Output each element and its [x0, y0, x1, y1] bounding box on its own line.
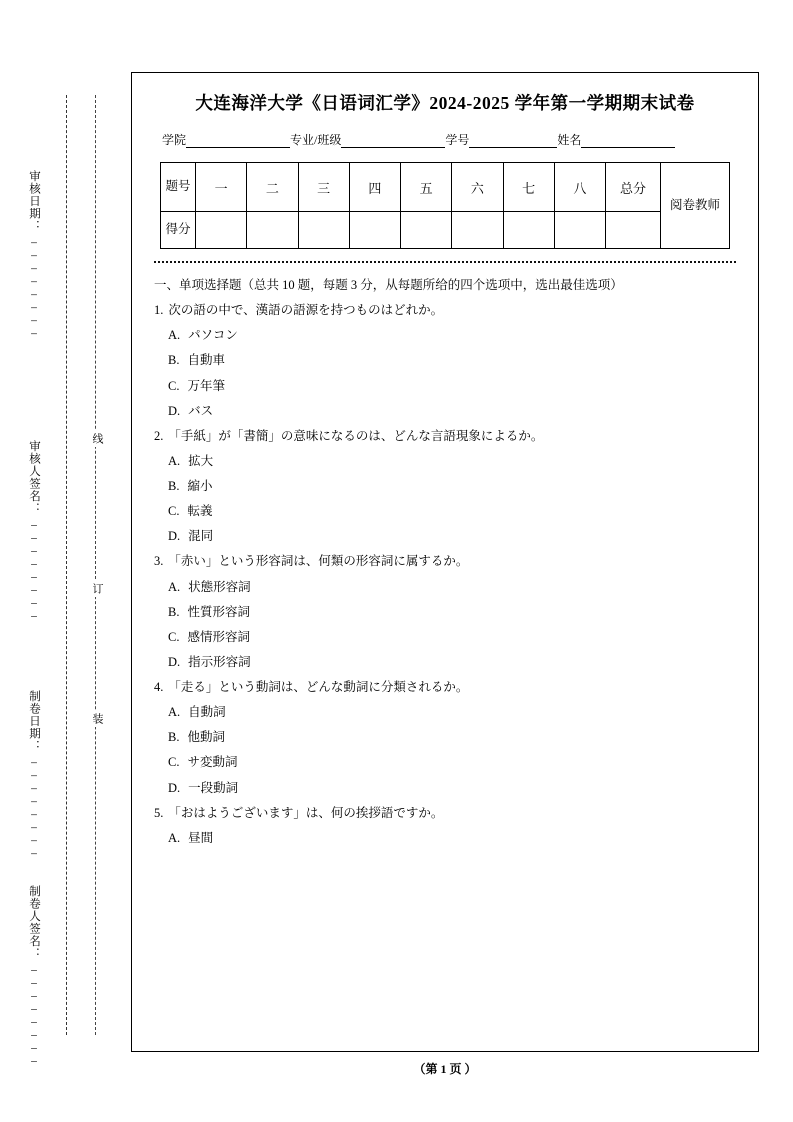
option-text: パソコン [188, 328, 238, 343]
question-stem [154, 430, 734, 443]
question-text: 「おはようございます」は、何の挨拶語ですか。 [168, 805, 444, 820]
seam-dashed-line [95, 95, 110, 1035]
row-header-text: 题号 [165, 179, 191, 194]
question-number: 5. [154, 805, 164, 820]
option-letter: B. [168, 604, 180, 619]
option-item[interactable] [168, 706, 734, 719]
score-cell-6[interactable] [503, 212, 554, 249]
option-text: 万年筆 [187, 378, 225, 393]
score-table-col-4: 五 [401, 163, 452, 212]
option-letter: B. [168, 479, 180, 493]
question-body [132, 263, 758, 845]
score-table-total-label: 总分 [606, 163, 661, 212]
question-stem [154, 555, 734, 568]
option-item[interactable] [168, 782, 734, 795]
score-table-col-3: 四 [349, 163, 400, 212]
option-item[interactable] [168, 581, 734, 594]
option-text: 縮小 [187, 479, 213, 493]
row-header-text: 得分 [165, 222, 191, 237]
question-stem [154, 304, 734, 317]
margin-label-0: 审核日期：________ [28, 170, 40, 337]
field-student-id-label: 学号 [445, 133, 470, 147]
option-item[interactable] [168, 480, 734, 493]
option-text: 他動詞 [187, 730, 225, 745]
score-table-col-1: 二 [247, 163, 298, 212]
option-item[interactable] [168, 505, 734, 518]
option-item[interactable] [168, 731, 734, 744]
score-table-col-2: 三 [298, 163, 349, 212]
field-major-class [290, 131, 445, 148]
score-table-teacher-label: 阅卷教师 [661, 163, 730, 249]
field-college-label: 学院 [162, 133, 187, 147]
option-item[interactable] [168, 329, 734, 342]
field-student-id [445, 131, 557, 148]
option-letter: B. [168, 730, 180, 745]
score-cell-0[interactable] [196, 212, 247, 249]
score-table-row-header-0 [161, 163, 196, 212]
option-item[interactable] [168, 530, 734, 543]
question-stem [154, 807, 734, 820]
option-letter: A. [168, 830, 181, 845]
score-cell-3[interactable] [349, 212, 400, 249]
table-row [161, 212, 730, 249]
option-text: 自動車 [187, 353, 225, 368]
score-table-col-5: 六 [452, 163, 503, 212]
option-text: 感情形容詞 [187, 629, 250, 644]
option-text: 拡大 [188, 453, 214, 468]
field-college-blank[interactable] [186, 135, 290, 148]
option-text: 転義 [187, 504, 213, 519]
question-text: 次の語の中で、漢語の語源を持つものはどれか。 [168, 303, 444, 318]
option-item[interactable] [168, 832, 734, 845]
option-item[interactable] [168, 631, 734, 644]
option-text: 一段動詞 [188, 780, 239, 795]
page-title: 大连海洋大学《日语词汇学》2024‑2025 学年第一学期期末试卷 [195, 93, 695, 113]
question-text: 「手紙」が「書簡」の意味になるのは、どんな言語現象によるか。 [168, 428, 544, 443]
option-letter: B. [168, 353, 180, 368]
option-item[interactable] [168, 756, 734, 769]
option-text: 混同 [188, 529, 214, 544]
seam-word-1: 订 [89, 580, 105, 597]
field-student-id-blank[interactable] [469, 135, 557, 148]
option-item[interactable] [168, 656, 734, 669]
score-table [160, 162, 730, 249]
option-text: 状態形容詞 [188, 579, 251, 594]
field-name [557, 131, 675, 148]
option-letter: C. [168, 378, 180, 393]
margin-label-1: 审核人签名：________ [28, 440, 40, 619]
exam-paper [131, 72, 759, 1052]
student-info-line [132, 131, 758, 148]
field-major-class-label: 专业/班级 [290, 133, 342, 147]
seam-word-0: 线 [89, 430, 105, 447]
option-letter: C. [168, 629, 180, 644]
score-table-col-7: 八 [554, 163, 605, 212]
option-letter: A. [168, 453, 181, 468]
question-number: 4. [154, 680, 164, 694]
score-table-col-0: 一 [196, 163, 247, 212]
field-major-class-blank[interactable] [341, 135, 445, 148]
option-letter: A. [168, 328, 181, 343]
score-cell-5[interactable] [452, 212, 503, 249]
score-cell-1[interactable] [247, 212, 298, 249]
field-name-label: 姓名 [557, 133, 582, 147]
question-text: 「走る」という動詞は、どんな動詞に分類されるか。 [168, 680, 469, 694]
option-item[interactable] [168, 380, 734, 393]
option-item[interactable] [168, 606, 734, 619]
score-table-row-header-1 [161, 212, 196, 249]
table-row [161, 163, 730, 212]
option-text: 性質形容詞 [187, 604, 250, 619]
option-letter: D. [168, 403, 181, 418]
option-item[interactable] [168, 455, 734, 468]
question-text: 「赤い」という形容詞は、何類の形容詞に属するか。 [168, 554, 469, 569]
field-college [162, 131, 290, 148]
question-number: 1. [154, 303, 164, 318]
section-heading: 一、单项选择题（总共 10 题，每题 3 分，从每题所给的四个选项中，选出最佳选项） [154, 278, 623, 292]
option-letter: C. [168, 504, 180, 519]
option-letter: D. [168, 654, 181, 669]
score-cell-total[interactable] [606, 212, 661, 249]
option-item[interactable] [168, 405, 734, 418]
left-margin-strip [0, 0, 130, 1122]
option-letter: C. [168, 755, 180, 770]
score-cell-4[interactable] [401, 212, 452, 249]
margin-dashed-line [66, 95, 67, 1035]
option-letter: D. [168, 780, 181, 795]
option-text: バス [188, 403, 214, 418]
option-text: サ変動詞 [187, 755, 238, 770]
option-item[interactable] [168, 354, 734, 367]
option-text: 昼間 [188, 830, 214, 845]
score-cell-2[interactable] [298, 212, 349, 249]
question-stem [154, 681, 734, 694]
option-letter: A. [168, 705, 181, 720]
seam-word-2: 装 [89, 710, 105, 727]
option-letter: A. [168, 579, 181, 594]
score-table-col-6: 七 [503, 163, 554, 212]
option-letter: D. [168, 529, 181, 544]
question-number: 3. [154, 554, 164, 569]
field-name-blank[interactable] [581, 135, 675, 148]
page-footer: （第 1 页 ） [413, 1062, 477, 1076]
margin-label-2: 制卷日期：________ [28, 690, 40, 857]
option-text: 自動詞 [188, 705, 226, 720]
score-cell-7[interactable] [554, 212, 605, 249]
option-text: 指示形容詞 [188, 654, 251, 669]
question-number: 2. [154, 428, 164, 443]
margin-label-3: 制卷人签名：________ [28, 885, 40, 1064]
